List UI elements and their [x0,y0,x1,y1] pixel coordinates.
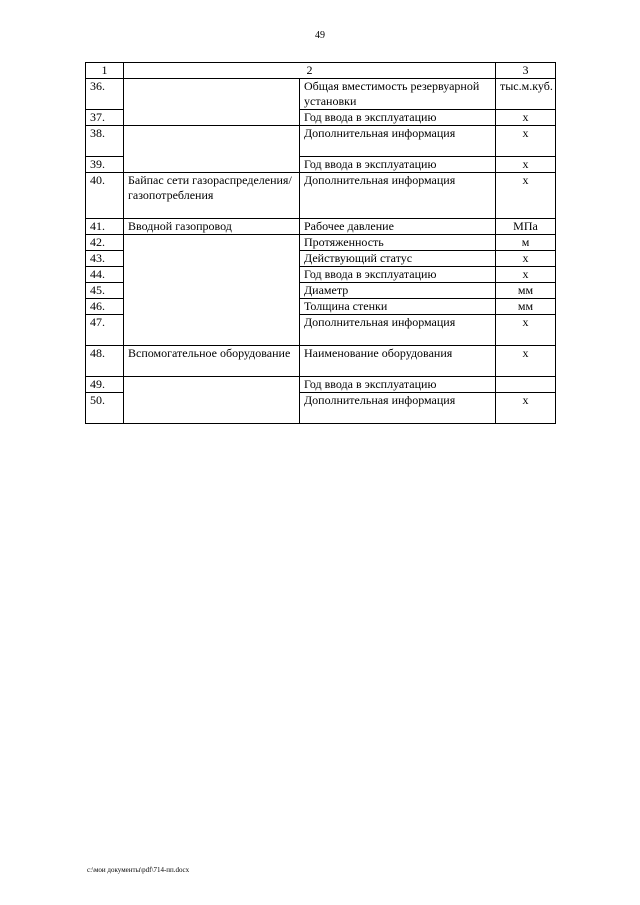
unit-cell: х [496,315,556,346]
unit-cell [496,377,556,393]
row-number: 43. [86,251,124,267]
object-name-cell: Вспомогательное оборудование [124,346,300,377]
object-name-cell: Байпас сети газораспределения/газопотребления [124,173,300,219]
row-number: 48. [86,346,124,377]
row-number: 50. [86,393,124,424]
data-table [85,62,556,424]
file-path-footer: c:\мои документы\pdf\714-пп.docx [87,866,190,874]
row-number: 36. [86,79,124,110]
parameter-cell: Толщина стенки [300,299,496,315]
parameter-cell: Дополнительная информация [300,315,496,346]
row-number: 46. [86,299,124,315]
parameter-cell: Диаметр [300,283,496,299]
row-number: 39. [86,157,124,173]
table-row [86,377,556,393]
row-number: 40. [86,173,124,219]
header-col-2: 2 [124,63,496,79]
table-row [86,173,556,219]
parameter-cell: Дополнительная информация [300,173,496,219]
object-name-cell: Вводной газопровод [124,219,300,235]
row-number: 41. [86,219,124,235]
table-row [86,126,556,157]
parameter-cell: Наименование оборудования [300,346,496,377]
unit-cell: х [496,251,556,267]
object-name-cell [124,79,300,126]
parameter-cell: Рабочее давление [300,219,496,235]
table-header-row [86,63,556,79]
unit-cell: МПа [496,219,556,235]
object-name-cell [124,377,300,424]
unit-cell: мм [496,283,556,299]
parameter-cell: Протяженность [300,235,496,251]
object-name-cell [124,235,300,346]
row-number: 37. [86,110,124,126]
parameter-cell: Дополнительная информация [300,393,496,424]
table-row [86,235,556,251]
unit-cell: х [496,346,556,377]
parameter-cell: Год ввода в эксплуатацию [300,110,496,126]
unit-cell: х [496,110,556,126]
parameter-cell: Действующий статус [300,251,496,267]
row-number: 42. [86,235,124,251]
table-row [86,79,556,110]
parameter-cell: Год ввода в эксплуатацию [300,267,496,283]
page-number: 49 [315,30,325,41]
header-col-1: 1 [86,63,124,79]
unit-cell: х [496,267,556,283]
row-number: 38. [86,126,124,157]
unit-cell: х [496,157,556,173]
unit-cell: м [496,235,556,251]
parameter-cell: Общая вместимость резервуарной установки [300,79,496,110]
unit-cell: тыс.м.куб. [496,79,556,110]
table-row [86,219,556,235]
table-row [86,346,556,377]
unit-cell: х [496,393,556,424]
parameter-cell: Год ввода в эксплуатацию [300,377,496,393]
object-name-cell [124,126,300,173]
parameter-cell: Дополнительная информация [300,126,496,157]
header-col-3: 3 [496,63,556,79]
row-number: 47. [86,315,124,346]
row-number: 44. [86,267,124,283]
row-number: 45. [86,283,124,299]
unit-cell: х [496,173,556,219]
row-number: 49. [86,377,124,393]
parameter-cell: Год ввода в эксплуатацию [300,157,496,173]
unit-cell: мм [496,299,556,315]
unit-cell: х [496,126,556,157]
